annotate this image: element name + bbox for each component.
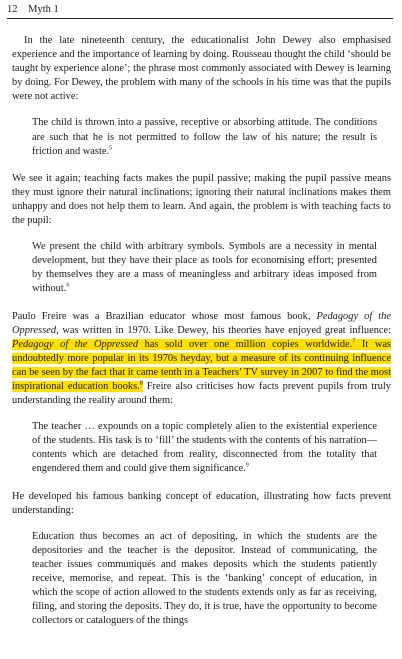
- text-run: , was written in 1970. Like Dewey, his theories have enjoyed great influence:: [56, 324, 391, 336]
- footnote-ref: 5: [109, 145, 113, 152]
- quote-text: We present the child with arbitrary symbols. Symbols are a necessity in mental development, but they have their place as tools for economising effort; presented by themselves they are a mass of meaningless and arbitrary ideas imposed from without.: [32, 241, 377, 295]
- quote-freire-2: Education thus becomes an act of depositing, in which the students are the depositories and the teacher is the depositor. Instead of communicating, the teacher issues communiqués and makes deposits which the students patiently receive, memorise, and repeat. This is the ‘banking’ concept of education, in which the scope of action allowed to the students extends only as far as receiving, filing, and storing the deposits. They do, it is true, have the opportunity to become collectors or cataloguers of the things: [32, 530, 377, 627]
- text-run: Freire also criticises how facts prevent pupils from truly understanding the reality around them:: [12, 380, 391, 407]
- running-header: [7, 4, 59, 15]
- page-number: 12: [7, 4, 18, 15]
- text-run: has sold over one million copies worldwide.: [138, 338, 353, 350]
- footnote-ref: 7: [352, 338, 356, 345]
- paragraph-dewey: In the late nineteenth century, the educationalist John Dewey also emphasised experience and the importance of learning by doing. Rousseau thought the child ‘should be taught by experience alone’; the phrase most commonly associated with Dewey is learning by doing. For Dewey, the problem with many of the schools in his time was that the pupils were not active:: [12, 35, 391, 103]
- quote-dewey-2: [32, 240, 377, 296]
- quote-dewey-1: [32, 116, 377, 158]
- text-run: Paulo Freire was a Brazilian educator whose most famous book,: [12, 310, 317, 322]
- book-title: Pedagogy of the Oppressed: [12, 310, 391, 336]
- quote-text: The teacher … expounds on a topic completely alien to the existential experience of the students. His task is to ‘fill’ the students with the contents of his narration—contents which are detached from reality, disconnected from the totality that engendered them and could give them significance.: [32, 421, 377, 475]
- paragraph-teaching-facts: We see it again; teaching facts makes the pupil passive; making the pupil passive means they must ignore their natural inclinations; ignoring their natural inclinations makes them unhappy and does not help them to learn. And again, the problem is with teaching facts to the pupil:: [12, 172, 391, 227]
- quote-freire-1: [32, 420, 377, 476]
- page-body: [12, 34, 391, 641]
- paragraph-banking: He developed his famous banking concept of education, illustrating how facts prevent understanding:: [12, 490, 391, 516]
- quote-text: The child is thrown into a passive, receptive or absorbing attitude. The conditions are such that he is not permitted to follow the law of his nature; the result is friction and waste.: [32, 117, 377, 157]
- running-title: Myth 1: [28, 4, 59, 15]
- footnote-ref: 8: [139, 380, 143, 387]
- paragraph-freire: [12, 310, 391, 409]
- header-rule: [7, 18, 393, 19]
- text-run: It was undoubtedly more popular in its 1970s heyday, but a measure of its continuing influence can be seen by the fact that it came tenth in a Teachers’ TV survey in 2007 to find the most inspirational education books.: [12, 338, 391, 392]
- footnote-ref: 9: [245, 462, 249, 469]
- book-title: Pedagogy of the Oppressed: [12, 338, 139, 350]
- footnote-ref: 6: [66, 282, 70, 289]
